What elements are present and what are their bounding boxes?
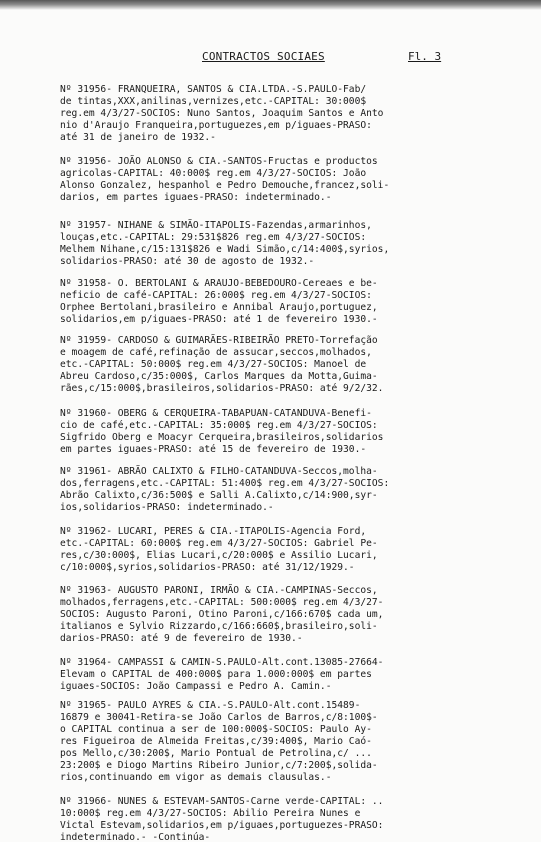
scan-edge-shadow xyxy=(0,0,541,10)
entry-text: Nº 31966- NUNES & ESTEVAM-SANTOS-Carne verde-CAPITAL: .. 10:000$ reg.em 4/3/27-SOCIOS: Abilio Pereira Nunes e Victal Estevam,solidarios,em p/iguaes,portuguezes-PRASO: indeterminado.- -Continúa- xyxy=(60,796,384,843)
contract-entry-31956b xyxy=(60,144,480,216)
page-header xyxy=(0,50,541,70)
entry-text: Nº 31956- JOÃO ALONSO & CIA.-SANTOS-Fructas e productos agricolas-CAPITAL: 40:000$ reg.em 4/3/27-SOCIOS: João Alonso Gonzalez, hespanhol e Pedro Demouche,francez,soli- darios, em partes iguaes-PRASO: indeterminado.- xyxy=(60,156,390,203)
entry-text: Nº 31963- AUGUSTO PARONI, IRMÃO & CIA.-CAMPINAS-Seccos, molhados,ferragens,etc.-CAPITAL: 500:000$ reg.em 4/3/27- SOCIOS: Augusto Paroni, Otino Paroni,c/166:670$ cada um, italianos e Sylvio Rizzardo,c/166:660$,brasileiro,soli- darios-PRASO: até 9 de fevereiro de 1930.- xyxy=(60,585,384,644)
entry-text: Nº 31957- NIHANE & SIMÃO-ITAPOLIS-Fazendas,armarinhos, louças,etc.-CAPITAL: 29:531$826 reg.em 4/3/27-SOCIOS: Melhem Nihane,c/15:131$826 e Wadi Simão,c/14:400$,syrios, solidarios-PRASO: até 30 de agosto de 1932.- xyxy=(60,220,390,267)
entry-text: Nº 31960- OBERG & CERQUEIRA-TABAPUAN-CATANDUVA-Benefi- cio de café,etc.-CAPITAL: 35:000$ reg.em 4/3/27-SOCIOS: Sigfrido Oberg e Moacyr Cerqueira,brasileiros,solidarios em partes iguaes-PRASO: até 15 de fevereiro de 1930.- xyxy=(60,408,384,455)
entry-text: Nº 31961- ABRÃO CALIXTO & FILHO-CATANDUVA-Seccos,molha- dos,ferragens,etc.-CAPITAL: 51:400$ reg.em 4/3/27-SOCIOS: Abrão Calixto,c/36:500$ e Salli A.Calixto,c/14:900,syr- ios,solidarios-PRASO: indeterminado.- xyxy=(60,466,390,513)
entry-text: Nº 31959- CARDOSO & GUIMARÃES-RIBEIRÃO PRETO-Torrefação e moagem de café,refinação de assucar,seccos,molhados, etc.-CAPITAL: 50:000$ reg.em 4/3/27-SOCIOS: Manoel de Abreu Cardoso,c/35:000$, Carlos Marques da Motta,Guima- rães,c/15:000$,brasileiros,solidarios-PRASO: até 9/2/32. xyxy=(60,335,384,394)
entry-text: Nº 31956- FRANQUEIRA, SANTOS & CIA.LTDA.-S.PAULO-Fab/ de tintas,XXX,anilinas,vernizes,etc.-CAPITAL: 30:000$ reg.em 4/3/27-SOCIOS: Nuno Santos, Joaquim Santos e Anto nio d'Araujo Franqueira,portuguezes,em p/iguaes-PRASO: até 31 de janeiro de 1932.- xyxy=(60,84,384,143)
contract-entry-31959 xyxy=(60,323,480,407)
entry-text: Nº 31958- O. BERTOLANI & ARAUJO-BEBEDOURO-Cereaes e be- neficio de café-CAPITAL: 26:000$ reg.em 4/3/27-SOCIOS: Orphee Bertolani,brasileiro e Annibal Araujo,portuguez, solidarios,em p/iguaes-PRASO: até 1 de fevereiro 1930.- xyxy=(60,278,378,325)
entry-text: Nº 31965- PAULO AYRES & CIA.-S.PAULO-Alt.cont.15489- 16879 e 30041-Retira-se João Carlos de Barros,c/8:100$- o CAPITAL continua a ser de 100:000$-SOCIOS: Paulo Ay- res Figueiroa de Almeida Freitas,c/39:400$, Mario Caó- pos Mello,c/30:200$, Mario Pontual de Petrolina,c/ ... 23:200$ e Diogo Martins Ribeiro Junior,c/7:200$,solida- rios,continuando em vigor as demais clausulas.- xyxy=(60,700,378,783)
page-number: Fl. 3 xyxy=(408,50,442,63)
entry-text: Nº 31962- LUCARI, PERES & CIA.-ITAPOLIS-Agencia Ford, etc.-CAPITAL: 60:000$ reg.em 4/3/27-SOCIOS: Gabriel Pe- res,c/30:000$, Elias Lucari,c/20:000$ e Assilio Lucari, c/10:000$,syrios,solidarios-PRASO: até 31/12/1929.- xyxy=(60,526,378,573)
contract-entry-31966 xyxy=(60,784,480,856)
page-title: CONTRACTOS SOCIAES xyxy=(202,50,325,63)
contract-entry-31965 xyxy=(60,688,480,796)
entry-text: Nº 31964- CAMPASSI & CAMIN-S.PAULO-Alt.cont.13085-27664- Elevam o CAPITAL de 400:000$ para 1.000:000$ em partes iguaes-SOCIOS: João Campassi e Pedro A. Camin.- xyxy=(60,657,384,692)
